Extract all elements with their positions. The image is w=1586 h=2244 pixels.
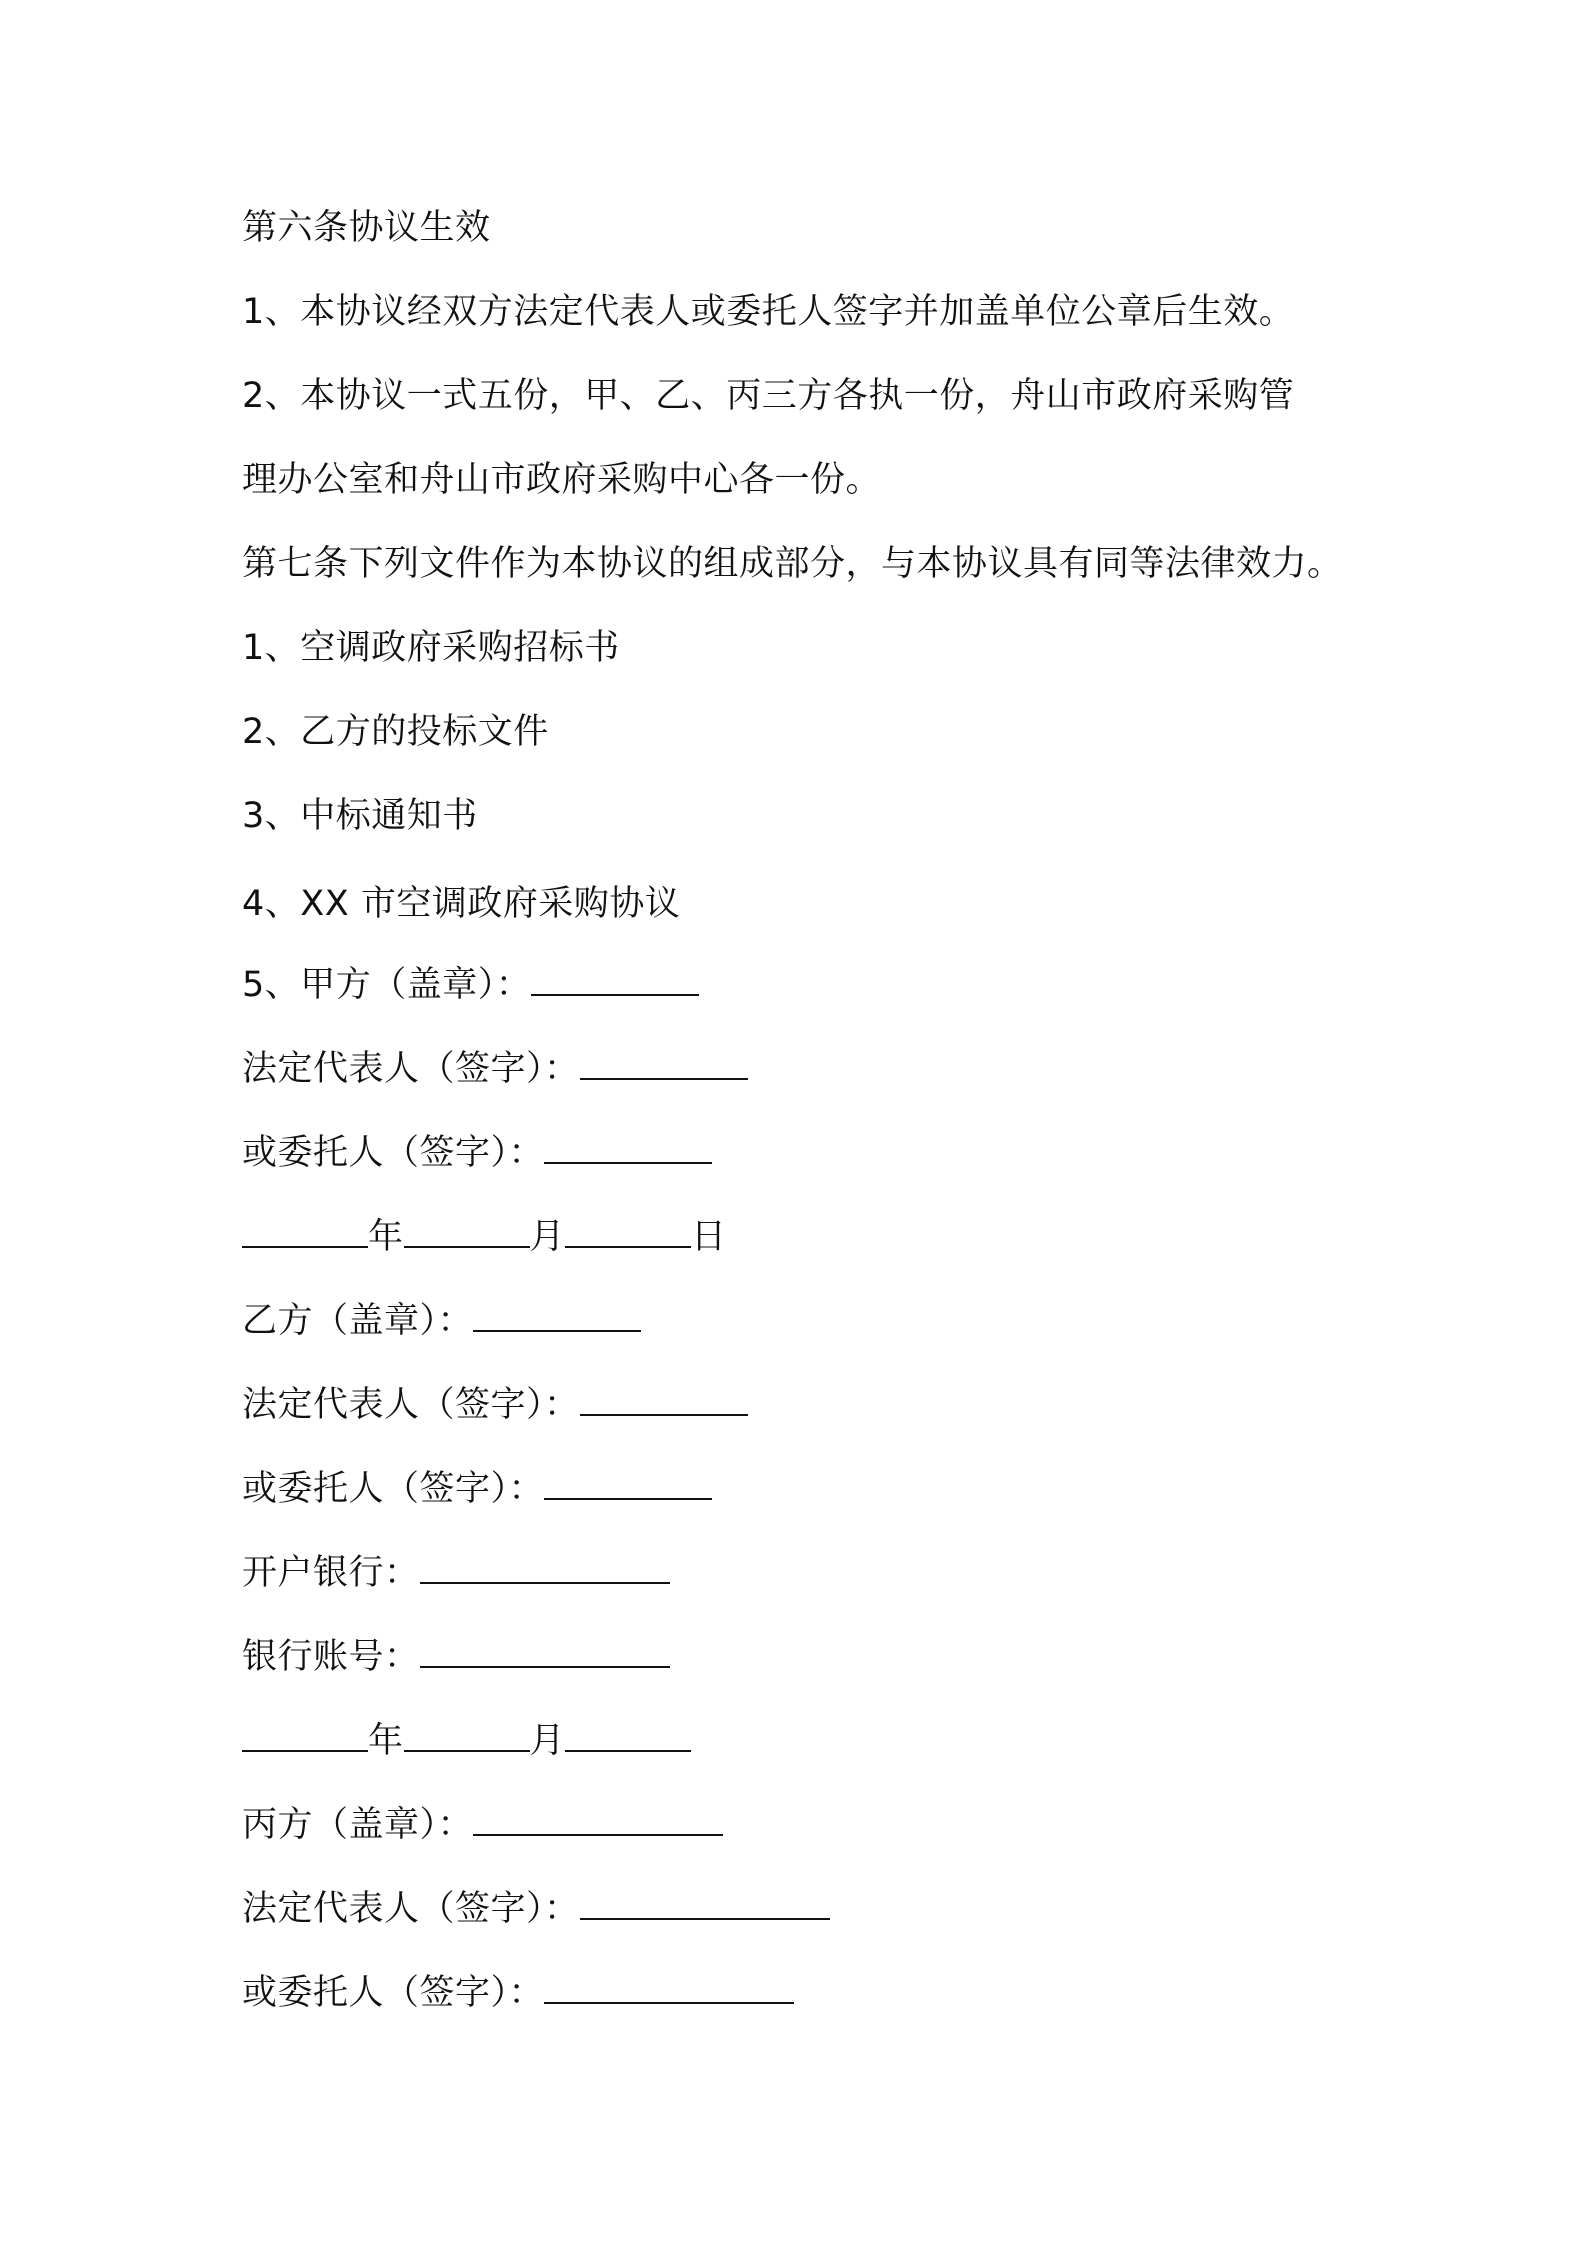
party-a-rep-label: 法定代表人（签字）： [242, 1049, 580, 1089]
party-c-rep-row [242, 1884, 830, 1931]
article7-item-4: 4、XX 市空调政府采购协议 [242, 884, 681, 924]
article6-item2-line1: 2、本协议一式五份，甲、乙、丙三方各执一份，舟山市政府采购管 [242, 376, 1295, 416]
article7-item-2: 2、乙方的投标文件 [242, 712, 549, 752]
date-a-day-blank[interactable] [565, 1212, 691, 1248]
party-c-agent-label: 或委托人（签字）： [242, 1973, 545, 2013]
article7-title: 第七条下列文件作为本协议的组成部分，与本协议具有同等法律效力。 [242, 544, 1343, 584]
party-b-rep-blank[interactable] [580, 1380, 748, 1416]
date-a-month-blank[interactable] [404, 1212, 530, 1248]
party-b-seal-row [242, 1296, 641, 1343]
date-a-day-label: 日 [691, 1217, 727, 1257]
party-a-agent-label: 或委托人（签字）： [242, 1133, 545, 1173]
party-c-seal-label: 丙方（盖章）： [242, 1805, 474, 1845]
date-a-month-label: 月 [529, 1217, 566, 1257]
party-a-seal-label: 5、甲方（盖章）： [242, 965, 532, 1005]
party-b-seal-blank[interactable] [473, 1296, 641, 1332]
article6-title: 第六条协议生效 [242, 208, 491, 248]
party-a-rep-blank[interactable] [580, 1044, 748, 1080]
party-b-bank-label: 开户银行： [242, 1553, 420, 1593]
date-b-month-blank[interactable] [404, 1716, 530, 1752]
date-b-month-label: 月 [529, 1721, 566, 1761]
date-b-year-blank[interactable] [242, 1716, 368, 1752]
party-b-bank-row [242, 1548, 670, 1595]
party-a-agent-row [242, 1128, 712, 1175]
party-c-seal-row [242, 1800, 723, 1847]
party-a-seal-row [242, 960, 699, 1007]
party-a-rep-row [242, 1044, 748, 1091]
party-b-rep-row [242, 1380, 748, 1427]
party-b-account-blank[interactable] [420, 1632, 670, 1668]
party-b-agent-blank[interactable] [544, 1464, 712, 1500]
party-b-agent-row [242, 1464, 712, 1511]
party-c-rep-label: 法定代表人（签字）： [242, 1889, 580, 1929]
party-b-rep-label: 法定代表人（签字）： [242, 1385, 580, 1425]
party-c-rep-blank[interactable] [580, 1884, 830, 1920]
party-b-account-row [242, 1632, 670, 1679]
party-c-seal-blank[interactable] [473, 1800, 723, 1836]
party-b-bank-blank[interactable] [420, 1548, 670, 1584]
party-b-agent-label: 或委托人（签字）： [242, 1469, 545, 1509]
party-c-agent-blank[interactable] [544, 1968, 794, 2004]
article6-item2-line2: 理办公室和舟山市政府采购中心各一份。 [242, 460, 882, 500]
party-b-seal-label: 乙方（盖章）： [242, 1301, 474, 1341]
date-a-year-label: 年 [368, 1217, 404, 1257]
party-a-agent-blank[interactable] [544, 1128, 712, 1164]
date-a-year-blank[interactable] [242, 1212, 368, 1248]
date-b-row [242, 1716, 691, 1763]
date-b-day-blank[interactable] [565, 1716, 691, 1752]
party-a-seal-blank[interactable] [531, 960, 699, 996]
date-b-year-label: 年 [368, 1721, 404, 1761]
date-a-row [242, 1212, 727, 1259]
party-c-agent-row [242, 1968, 794, 2015]
article6-item1: 1、本协议经双方法定代表人或委托人签字并加盖单位公章后生效。 [242, 292, 1295, 332]
article7-item-1: 1、空调政府采购招标书 [242, 628, 620, 668]
party-b-account-label: 银行账号： [242, 1637, 420, 1677]
article7-item-3: 3、中标通知书 [242, 796, 478, 836]
